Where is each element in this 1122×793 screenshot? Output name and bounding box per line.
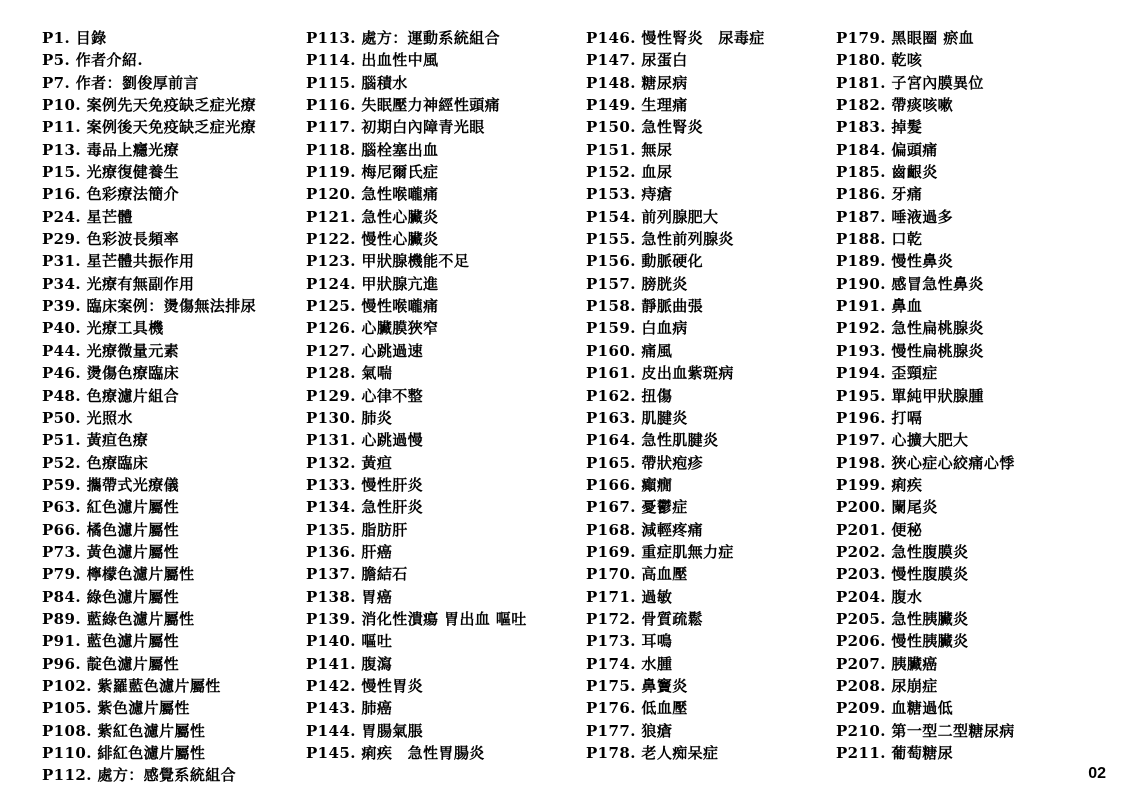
toc-entry: P186. 牙痛 xyxy=(836,185,923,204)
toc-entry: P207. 胰臟癌 xyxy=(836,654,938,673)
toc-entry: P126. 心臟膜狹窄 xyxy=(306,319,439,338)
toc-entry: P198. 狹心症心絞痛心悸 xyxy=(836,453,1015,472)
toc-entry: P165. 帶狀疱疹 xyxy=(586,453,704,472)
toc-entry: P192. 急性扁桃腺炎 xyxy=(836,319,984,338)
toc-entry: P172. 骨質疏鬆 xyxy=(586,609,704,628)
toc-entry: P129. 心律不整 xyxy=(306,386,424,405)
toc-entry: P116. 失眠壓力神經性頭痛 xyxy=(306,96,501,115)
toc-entry: P206. 慢性胰臟炎 xyxy=(836,632,969,651)
toc-entry: P7. 作者：劉俊厚前言 xyxy=(42,73,199,92)
toc-entry: P52. 色療臨床 xyxy=(42,453,149,472)
toc-entry: P141. 腹瀉 xyxy=(306,654,393,673)
toc-entry: P205. 急性胰臟炎 xyxy=(836,609,969,628)
toc-entry: P140. 嘔吐 xyxy=(306,632,393,651)
toc-entry: P209. 血糖過低 xyxy=(836,699,954,718)
toc-entry: P208. 尿崩症 xyxy=(836,676,938,695)
toc-entry: P171. 過敏 xyxy=(586,587,673,606)
toc-entry: P155. 急性前列腺炎 xyxy=(586,230,734,249)
toc-entry: P39. 臨床案例：燙傷無法排尿 xyxy=(42,297,256,316)
toc-entry: P191. 鼻血 xyxy=(836,297,923,316)
toc-entry: P168. 減輕疼痛 xyxy=(586,520,704,539)
toc-entry: P174. 水腫 xyxy=(586,654,673,673)
toc-entry: P117. 初期白內障青光眼 xyxy=(306,118,485,137)
toc-entry: P193. 慢性扁桃腺炎 xyxy=(836,341,984,360)
toc-entry: P169. 重症肌無力症 xyxy=(586,542,734,561)
toc-entry: P146. 慢性腎炎 尿毒症 xyxy=(586,29,765,47)
toc-entry: P201. 便秘 xyxy=(836,520,923,539)
toc-entry: P115. 腦積水 xyxy=(306,73,408,92)
toc-entry: P170. 高血壓 xyxy=(586,565,688,584)
toc-entry: P135. 脂肪肝 xyxy=(306,520,408,539)
toc-entry: P199. 痢疾 xyxy=(836,475,923,494)
toc-entry: P188. 口乾 xyxy=(836,230,923,249)
toc-entry: P179. 黑眼圈 瘀血 xyxy=(836,29,975,47)
toc-entry: P40. 光療工具機 xyxy=(42,319,164,338)
toc-entry: P66. 橘色濾片屬性 xyxy=(42,520,179,539)
toc-entry: P142. 慢性胃炎 xyxy=(306,676,424,695)
toc-entry: P29. 色彩波長頻率 xyxy=(42,230,179,249)
toc-entry: P1. 目錄 xyxy=(42,29,107,47)
toc-entry: P149. 生理痛 xyxy=(586,96,688,115)
toc-entry: P46. 燙傷色療臨床 xyxy=(42,364,179,383)
toc-entry: P102. 紫羅藍色濾片屬性 xyxy=(42,676,221,695)
toc-entry: P194. 歪頸症 xyxy=(836,364,938,383)
toc-entry: P48. 色療濾片組合 xyxy=(42,386,179,405)
toc-entry: P153. 痔瘡 xyxy=(586,185,673,204)
toc-entry: P152. 血尿 xyxy=(586,163,673,182)
toc-entry: P122. 慢性心臟炎 xyxy=(306,230,439,249)
toc-entry: P139. 消化性潰瘍 胃出血 嘔吐 xyxy=(306,609,527,628)
toc-entry: P154. 前列腺肥大 xyxy=(586,207,719,226)
toc-entry: P125. 慢性喉嚨痛 xyxy=(306,297,439,316)
toc-entry: P175. 鼻竇炎 xyxy=(586,676,688,695)
toc-entry: P177. 狼瘡 xyxy=(586,721,673,740)
toc-entry: P156. 動脈硬化 xyxy=(586,252,704,271)
toc-entry: P84. 綠色濾片屬性 xyxy=(42,587,179,606)
toc-entry: P144. 胃腸氣脹 xyxy=(306,721,424,740)
toc-column-4 xyxy=(836,27,1015,764)
toc-entry: P184. 偏頭痛 xyxy=(836,140,938,159)
toc-entry: P79. 檸檬色濾片屬性 xyxy=(42,565,195,584)
toc-entry: P119. 梅尼爾氏症 xyxy=(306,163,439,182)
toc-entry: P158. 靜脈曲張 xyxy=(586,297,704,316)
toc-entry: P13. 毒品上癮光療 xyxy=(42,140,179,159)
toc-entry: P50. 光照水 xyxy=(42,408,133,427)
toc-entry: P173. 耳鳴 xyxy=(586,632,673,651)
toc-entry: P147. 尿蛋白 xyxy=(586,51,688,70)
toc-entry: P11. 案例後天免疫缺乏症光療 xyxy=(42,118,256,137)
toc-entry: P127. 心跳過速 xyxy=(306,341,424,360)
toc-entry: P113. 處方：運動系統組合 xyxy=(306,29,501,47)
toc-entry: P89. 藍綠色濾片屬性 xyxy=(42,609,195,628)
toc-entry: P63. 紅色濾片屬性 xyxy=(42,498,179,517)
toc-entry: P121. 急性心臟炎 xyxy=(306,207,439,226)
toc-entry: P134. 急性肝炎 xyxy=(306,498,424,517)
toc-entry: P190. 感冒急性鼻炎 xyxy=(836,274,984,293)
toc-entry: P123. 甲狀腺機能不足 xyxy=(306,252,470,271)
toc-entry: P195. 單純甲狀腺腫 xyxy=(836,386,984,405)
toc-entry: P133. 慢性肝炎 xyxy=(306,475,424,494)
toc-entry: P203. 慢性腹膜炎 xyxy=(836,565,969,584)
toc-entry: P176. 低血壓 xyxy=(586,699,688,718)
toc-entry: P157. 膀胱炎 xyxy=(586,274,688,293)
toc-entry: P187. 唾液過多 xyxy=(836,207,954,226)
toc-entry: P182. 帶痰咳嗽 xyxy=(836,96,954,115)
toc-entry: P105. 紫色濾片屬性 xyxy=(42,699,190,718)
toc-entry: P161. 皮出血紫斑病 xyxy=(586,364,734,383)
toc-entry: P110. 緋紅色濾片屬性 xyxy=(42,744,206,762)
toc-entry: P31. 星芒體共振作用 xyxy=(42,252,195,271)
toc-entry: P160. 痛風 xyxy=(586,341,673,360)
toc-entry: P151. 無尿 xyxy=(586,140,673,159)
toc-entry: P167. 憂鬱症 xyxy=(586,498,688,517)
toc-entry: P91. 藍色濾片屬性 xyxy=(42,632,179,651)
toc-entry: P136. 肝癌 xyxy=(306,542,393,561)
toc-entry: P166. 癲癇 xyxy=(586,475,673,494)
toc-entry: P202. 急性腹膜炎 xyxy=(836,542,969,561)
toc-entry: P200. 闌尾炎 xyxy=(836,498,938,517)
toc-entry: P120. 急性喉嚨痛 xyxy=(306,185,439,204)
toc-entry: P131. 心跳過慢 xyxy=(306,431,424,450)
toc-entry: P145. 痢疾 急性胃腸炎 xyxy=(306,744,485,762)
toc-entry: P196. 打嗝 xyxy=(836,408,923,427)
toc-entry: P211. 葡萄糖尿 xyxy=(836,744,954,762)
page-number: 02 xyxy=(1088,765,1106,782)
toc-entry: P163. 肌腱炎 xyxy=(586,408,688,427)
toc-entry: P138. 胃癌 xyxy=(306,587,393,606)
toc-entry: P185. 齒齦炎 xyxy=(836,163,938,182)
toc-entry: P210. 第一型二型糖尿病 xyxy=(836,721,1015,740)
toc-entry: P5. 作者介紹. xyxy=(42,51,143,70)
toc-column-2 xyxy=(306,27,527,764)
toc-column-1 xyxy=(42,27,256,787)
toc-entry: P10. 案例先天免疫缺乏症光療 xyxy=(42,96,256,115)
toc-entry: P178. 老人痴呆症 xyxy=(586,744,719,762)
toc-entry: P130. 肺炎 xyxy=(306,408,393,427)
toc-entry: P128. 氣喘 xyxy=(306,364,393,383)
toc-entry: P162. 扭傷 xyxy=(586,386,673,405)
toc-entry: P159. 白血病 xyxy=(586,319,688,338)
toc-entry: P44. 光療微量元素 xyxy=(42,341,179,360)
toc-entry: P73. 黃色濾片屬性 xyxy=(42,542,179,561)
toc-entry: P132. 黃疸 xyxy=(306,453,393,472)
toc-entry: P51. 黃疸色療 xyxy=(42,431,149,450)
toc-entry: P16. 色彩療法簡介 xyxy=(42,185,179,204)
toc-entry: P189. 慢性鼻炎 xyxy=(836,252,954,271)
toc-entry: P118. 腦栓塞出血 xyxy=(306,140,439,159)
toc-entry: P204. 腹水 xyxy=(836,587,923,606)
toc-entry: P183. 掉髮 xyxy=(836,118,923,137)
toc-entry: P96. 靛色濾片屬性 xyxy=(42,654,179,673)
toc-entry: P197. 心擴大肥大 xyxy=(836,431,969,450)
toc-entry: P143. 肺癌 xyxy=(306,699,393,718)
toc-entry: P124. 甲狀腺亢進 xyxy=(306,274,439,293)
toc-entry: P15. 光療復健養生 xyxy=(42,163,179,182)
toc-entry: P59. 攜帶式光療儀 xyxy=(42,475,179,494)
toc-entry: P181. 子宮內膜異位 xyxy=(836,73,984,92)
toc-entry: P164. 急性肌腱炎 xyxy=(586,431,719,450)
toc-entry: P24. 星芒體 xyxy=(42,207,133,226)
toc-entry: P150. 急性腎炎 xyxy=(586,118,704,137)
toc-entry: P114. 出血性中風 xyxy=(306,51,439,70)
toc-entry: P137. 膽結石 xyxy=(306,565,408,584)
toc-entry: P180. 乾咳 xyxy=(836,51,923,70)
toc-entry: P148. 糖尿病 xyxy=(586,73,688,92)
toc-column-3 xyxy=(586,27,765,764)
toc-entry: P34. 光療有無副作用 xyxy=(42,274,195,293)
toc-entry: P112. 處方：感覺系統組合 xyxy=(42,766,237,785)
toc-entry: P108. 紫紅色濾片屬性 xyxy=(42,721,206,740)
